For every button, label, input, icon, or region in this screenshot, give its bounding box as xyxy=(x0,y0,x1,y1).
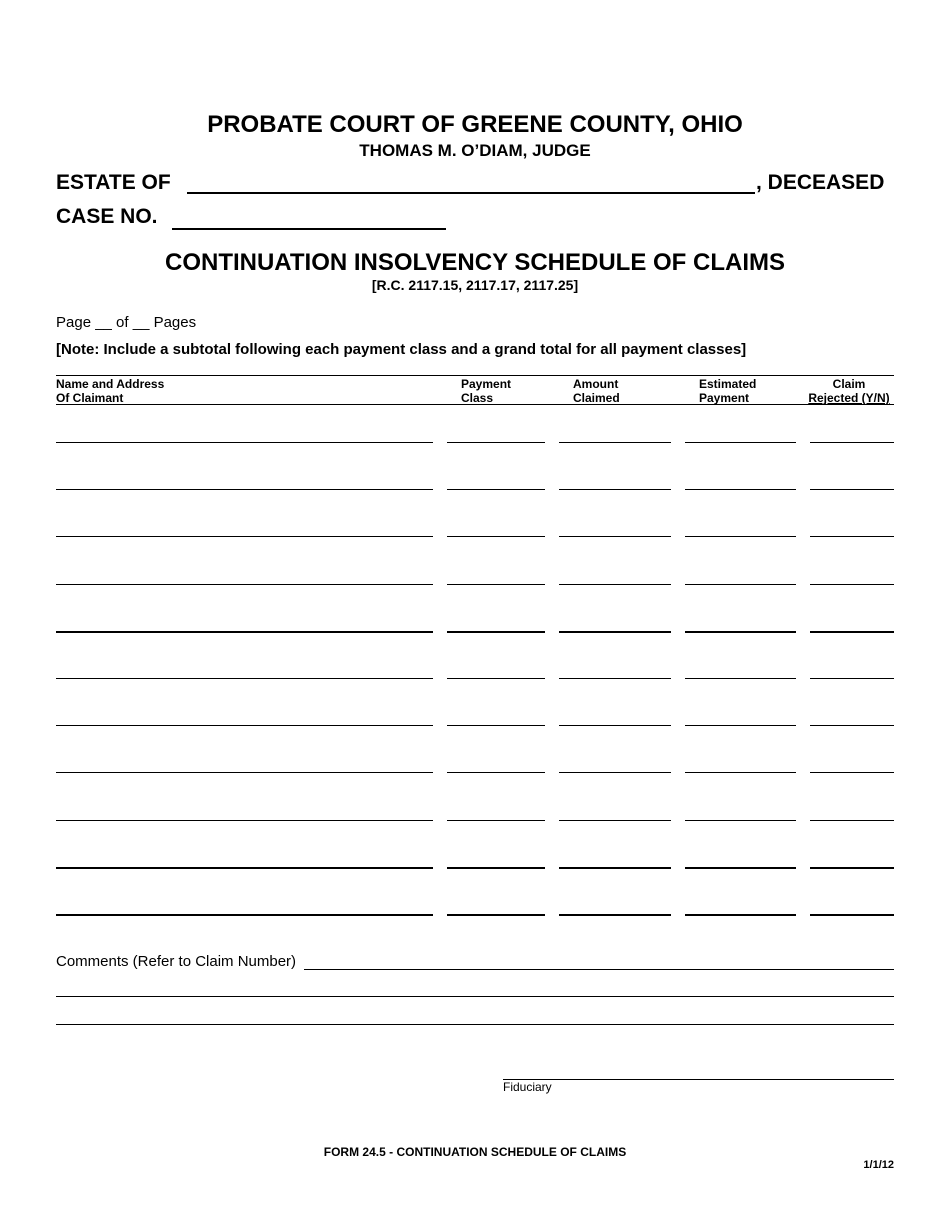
row-11-amount-claimed-field[interactable] xyxy=(559,914,671,916)
form-footer: FORM 24.5 - CONTINUATION SCHEDULE OF CLAIMS xyxy=(323,1145,627,1159)
row-2-amount-claimed-field[interactable] xyxy=(559,489,671,490)
row-6-payment-class-field[interactable] xyxy=(447,678,545,679)
row-2-claimant-field[interactable] xyxy=(56,489,433,490)
header-claim-rejected xyxy=(804,377,894,405)
comments-field-1[interactable] xyxy=(304,969,894,970)
form-date: 1/1/12 xyxy=(863,1159,894,1171)
header-claim-rejected-line2: Rejected (Y/N) xyxy=(808,391,890,405)
row-8-amount-claimed-field[interactable] xyxy=(559,772,671,773)
header-claimant xyxy=(56,377,164,405)
row-11-claimant-field[interactable] xyxy=(56,914,433,916)
row-7-estimated-payment-field[interactable] xyxy=(685,725,796,726)
header-claim-rejected-line1: Claim xyxy=(832,377,866,391)
row-9-claim-rejected-field[interactable] xyxy=(810,820,894,821)
row-7-payment-class-field[interactable] xyxy=(447,725,545,726)
header-payment-class-line2: Class xyxy=(461,391,494,405)
row-1-amount-claimed-field[interactable] xyxy=(559,442,671,443)
row-2-payment-class-field[interactable] xyxy=(447,489,545,490)
row-10-estimated-payment-field[interactable] xyxy=(685,867,796,869)
row-10-claim-rejected-field[interactable] xyxy=(810,867,894,869)
row-2-estimated-payment-field[interactable] xyxy=(685,489,796,490)
header-claimant-line1: Name and Address xyxy=(56,377,165,391)
row-3-claim-rejected-field[interactable] xyxy=(810,536,894,537)
row-9-payment-class-field[interactable] xyxy=(447,820,545,821)
row-9-claimant-field[interactable] xyxy=(56,820,433,821)
fiduciary-signature-field[interactable] xyxy=(503,1079,894,1080)
row-4-claim-rejected-field[interactable] xyxy=(810,584,894,585)
row-7-claim-rejected-field[interactable] xyxy=(810,725,894,726)
statute-reference: [R.C. 2117.15, 2117.17, 2117.25] xyxy=(371,277,579,293)
row-8-payment-class-field[interactable] xyxy=(447,772,545,773)
case-number-label: CASE NO. xyxy=(56,205,158,228)
row-1-claim-rejected-field[interactable] xyxy=(810,442,894,443)
row-7-claimant-field[interactable] xyxy=(56,725,433,726)
row-7-amount-claimed-field[interactable] xyxy=(559,725,671,726)
comments-field-2[interactable] xyxy=(56,996,894,997)
header-amount-claimed xyxy=(573,377,620,405)
estate-name-field[interactable] xyxy=(187,192,755,194)
header-estimated-payment-line2: Payment xyxy=(699,391,750,405)
row-10-claimant-field[interactable] xyxy=(56,867,433,869)
judge-name: THOMAS M. O’DIAM, JUDGE xyxy=(359,141,591,160)
row-1-estimated-payment-field[interactable] xyxy=(685,442,796,443)
header-estimated-payment-line1: Estimated xyxy=(699,377,757,391)
row-5-claimant-field[interactable] xyxy=(56,631,433,633)
row-6-claim-rejected-field[interactable] xyxy=(810,678,894,679)
row-6-claimant-field[interactable] xyxy=(56,678,433,679)
row-6-amount-claimed-field[interactable] xyxy=(559,678,671,679)
row-3-amount-claimed-field[interactable] xyxy=(559,536,671,537)
header-amount-claimed-line2: Claimed xyxy=(573,391,620,405)
row-5-claim-rejected-field[interactable] xyxy=(810,631,894,633)
case-number-field[interactable] xyxy=(172,228,446,230)
row-11-claim-rejected-field[interactable] xyxy=(810,914,894,916)
row-4-payment-class-field[interactable] xyxy=(447,584,545,585)
estate-label: ESTATE OF xyxy=(56,171,171,194)
row-8-claimant-field[interactable] xyxy=(56,772,433,773)
comments-label: Comments (Refer to Claim Number) xyxy=(56,953,297,970)
row-4-claimant-field[interactable] xyxy=(56,584,433,585)
header-amount-claimed-line1: Amount xyxy=(573,377,619,391)
row-5-estimated-payment-field[interactable] xyxy=(685,631,796,633)
deceased-label: , DECEASED xyxy=(756,171,885,194)
subtotal-note: [Note: Include a subtotal following each payment class and a grand total for all payment classes] xyxy=(56,341,747,358)
row-10-payment-class-field[interactable] xyxy=(447,867,545,869)
row-6-estimated-payment-field[interactable] xyxy=(685,678,796,679)
row-2-claim-rejected-field[interactable] xyxy=(810,489,894,490)
table-header-rule xyxy=(56,404,894,405)
row-3-claimant-field[interactable] xyxy=(56,536,433,537)
row-10-amount-claimed-field[interactable] xyxy=(559,867,671,869)
table-top-rule xyxy=(56,375,894,376)
row-9-amount-claimed-field[interactable] xyxy=(559,820,671,821)
row-3-payment-class-field[interactable] xyxy=(447,536,545,537)
row-9-estimated-payment-field[interactable] xyxy=(685,820,796,821)
row-8-estimated-payment-field[interactable] xyxy=(685,772,796,773)
header-claimant-line2: Of Claimant xyxy=(56,391,124,405)
header-payment-class xyxy=(461,377,511,405)
header-estimated-payment xyxy=(699,377,756,405)
row-1-claimant-field[interactable] xyxy=(56,442,433,443)
row-5-payment-class-field[interactable] xyxy=(447,631,545,633)
comments-field-3[interactable] xyxy=(56,1024,894,1025)
row-5-amount-claimed-field[interactable] xyxy=(559,631,671,633)
row-8-claim-rejected-field[interactable] xyxy=(810,772,894,773)
court-title: PROBATE COURT OF GREENE COUNTY, OHIO xyxy=(207,111,743,138)
fiduciary-label: Fiduciary xyxy=(503,1080,552,1094)
row-11-estimated-payment-field[interactable] xyxy=(685,914,796,916)
page-count: Page __ of __ Pages xyxy=(56,314,197,331)
row-4-estimated-payment-field[interactable] xyxy=(685,584,796,585)
header-payment-class-line1: Payment xyxy=(461,377,512,391)
row-1-payment-class-field[interactable] xyxy=(447,442,545,443)
row-3-estimated-payment-field[interactable] xyxy=(685,536,796,537)
row-11-payment-class-field[interactable] xyxy=(447,914,545,916)
row-4-amount-claimed-field[interactable] xyxy=(559,584,671,585)
form-title: CONTINUATION INSOLVENCY SCHEDULE OF CLAIMS xyxy=(164,249,785,276)
